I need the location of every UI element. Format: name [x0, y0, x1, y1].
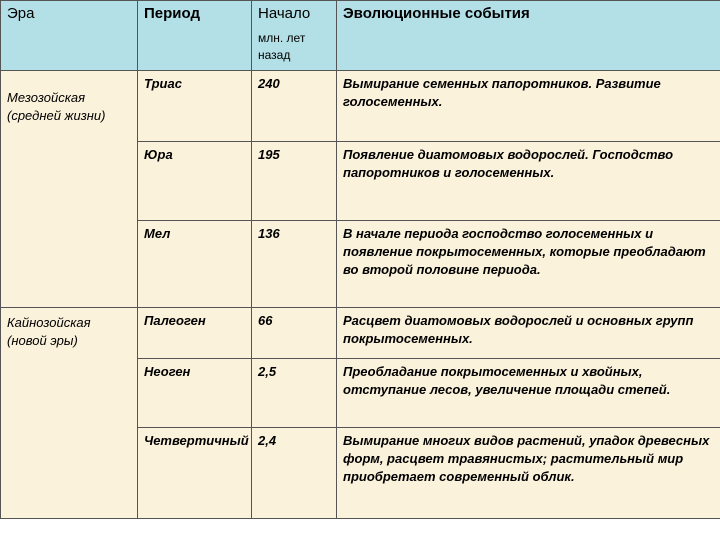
table-row	[1, 71, 720, 142]
start-cell: 136	[252, 221, 337, 308]
table-row	[1, 308, 720, 359]
start-cell: 195	[252, 142, 337, 221]
period-cell: Четвертичный	[138, 428, 252, 519]
start-cell: 2,5	[252, 359, 337, 428]
period-cell: Палеоген	[138, 308, 252, 359]
header-start-label: Начало	[258, 5, 311, 22]
period-cell: Мел	[138, 221, 252, 308]
table-header-row	[1, 1, 720, 71]
events-cell: Преобладание покрытосеменных и хвойных, отступание лесов, увеличение площади степей.	[337, 359, 720, 428]
events-cell: Появление диатомовых водорослей. Господство папоротников и голосеменных.	[337, 142, 720, 221]
header-start-unit: млн. лет назад	[258, 31, 306, 62]
period-cell: Неоген	[138, 359, 252, 428]
start-cell: 66	[252, 308, 337, 359]
era-cell: Кайнозойская (новой эры)	[1, 308, 138, 519]
events-cell: В начале периода господство голосеменных и появление покрытосеменных, которые преобладают во второй половине периода.	[337, 221, 720, 308]
period-cell: Триас	[138, 71, 252, 142]
header-start	[252, 1, 337, 71]
events-cell: Расцвет диатомовых водорослей и основных групп покрытосеменных.	[337, 308, 720, 359]
period-cell: Юра	[138, 142, 252, 221]
header-events: Эволюционные события	[337, 1, 720, 71]
era-cell: Мезозойская (средней жизни)	[1, 71, 138, 308]
header-period: Период	[138, 1, 252, 71]
header-era: Эра	[1, 1, 138, 71]
start-cell: 2,4	[252, 428, 337, 519]
events-cell: Вымирание многих видов растений, упадок древесных форм, расцвет травянистых; растительный мир приобретает современный облик.	[337, 428, 720, 519]
start-cell: 240	[252, 71, 337, 142]
events-cell: Вымирание семенных папоротников. Развитие голосеменных.	[337, 71, 720, 142]
